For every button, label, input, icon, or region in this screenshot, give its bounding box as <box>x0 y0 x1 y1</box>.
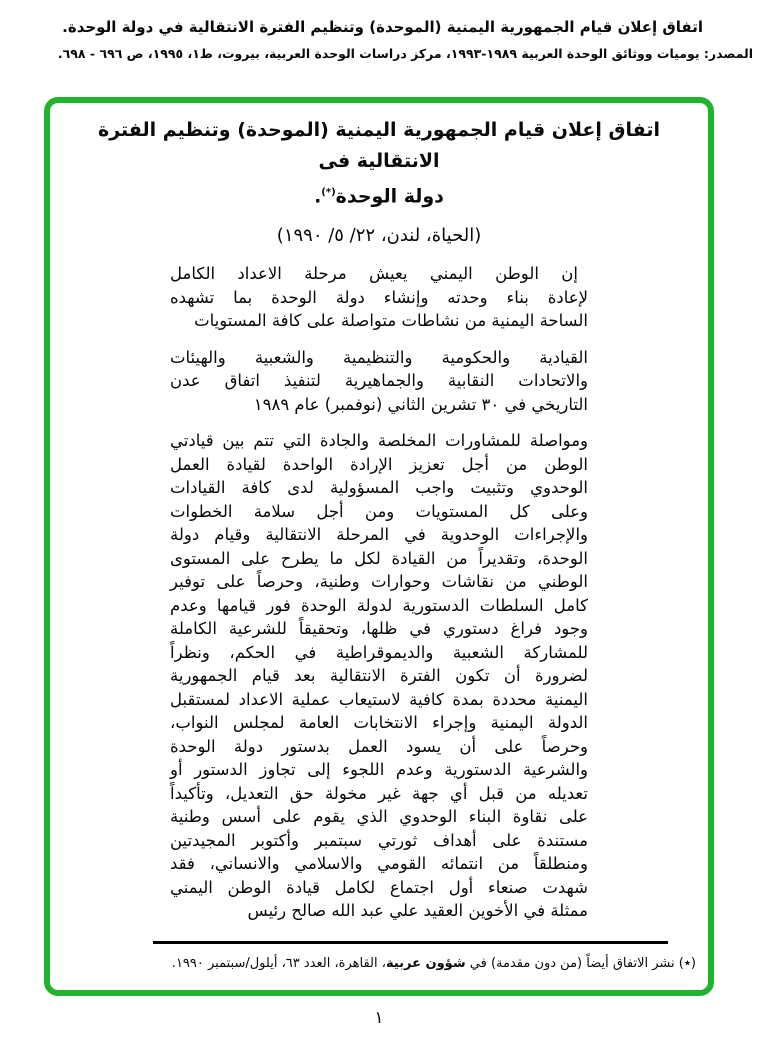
document-title-line1: اتفاق إعلان قيام الجمهورية اليمنية (الموحدة) وتنظيم الفترة الانتقالية فى <box>98 119 660 172</box>
body-line: الوطني من نقاشات وحوارات وطنية، وحرصاً على توفير <box>170 572 588 592</box>
document-title <box>50 115 708 212</box>
footnote-journal-name: شؤون عربية <box>385 956 466 971</box>
footnote-text-pre: (٭) نشر الاتفاق أيضاً (من دون مقدمة) في <box>465 956 696 971</box>
body-line: التاريخي في ٣٠ تشرين الثاني (نوفمبر) عام ١٩٨٩ <box>253 394 588 414</box>
body-line: وعلى كل المستويات ومن أجل سلامة الخطوات <box>170 501 588 521</box>
body-line: وجود فراغ دستوري في ظلها، وتحقيقاً للشرعية الكاملة <box>170 619 588 639</box>
document-title-line2 <box>64 177 694 212</box>
body-line: ومنطلقاً من انتمائه القومي والاسلامي والانساني، فقد <box>170 854 588 874</box>
body-line: والاتحادات النقابية والجماهيرية لتنفيذ اتفاق عدن <box>170 371 588 391</box>
body-line: للمشاركة الشعبية والديموقراطية في الحكم، ونظراً <box>170 642 588 662</box>
document-body <box>170 262 588 923</box>
body-line: ومواصلة للمشاورات المخلصة والجادة التي تتم بين قيادتي <box>170 431 588 451</box>
paragraph <box>170 429 588 923</box>
body-line: لإعادة بناء وحدته وإنشاء دولة الوحدة بما تشهده <box>170 287 588 307</box>
document-title-line2-text: دولة الوحدة <box>335 185 444 208</box>
paragraph <box>170 346 588 417</box>
body-line: الوطن من أجل تعزيز الإرادة الواحدة لقيادة العمل <box>170 454 588 474</box>
footnote <box>64 955 696 973</box>
body-line: والإجراءات الوحدوية في المرحلة الانتقالية وقيام دولة <box>170 525 588 545</box>
body-line: الوحدوي وتثبيت واجب المسؤولية لدى كافة القيادات <box>170 478 588 498</box>
header-title: اتفاق إعلان قيام الجمهورية اليمنية (الموحدة) وتنظيم الفترة الانتقالية في دولة الوحدة. <box>62 18 703 36</box>
body-line: مستندة على أهداف ثورتي سبتمبر وأكتوبر المجيدتين <box>170 830 588 850</box>
body-line: والشرعية الدستورية وعدم اللجوء إلى تجاوز الدستور أو <box>170 760 588 780</box>
header-source-line: المصدر: يوميات ووثائق الوحدة العربية ١٩٨٩-١٩٩٣، مركز دراسات الوحدة العربية، بيروت، ط١، ١٩٩٥، ص ٦٩٦ - ٦٩٨. <box>57 46 753 61</box>
body-line: الدولة اليمنية وإجراء الانتخابات العامة لمجلس النواب، <box>170 713 588 733</box>
body-line: وحرصاً على أن يسود العمل بدستور دولة الوحدة <box>170 736 588 756</box>
body-line: إن الوطن اليمني يعيش مرحلة الاعداد الكامل <box>170 264 578 284</box>
title-footnote-marker: (*) <box>321 187 336 198</box>
footnote-text-post: ، القاهرة، العدد ٦٣، أيلول/سبتمبر ١٩٩٠. <box>171 956 386 971</box>
page-header <box>5 18 753 62</box>
document-title-period: . <box>314 185 322 208</box>
page-number: ١ <box>374 1008 384 1028</box>
body-line: الوحدة، وتقديراً من القيادة لكل ما يطرح على المستوى <box>170 548 588 568</box>
body-line: الساحة اليمنية من نشاطات متواصلة على كافة المستويات <box>194 311 588 331</box>
document-frame <box>44 97 714 996</box>
body-line: شهدت صنعاء أول اجتماع لكامل قيادة الوطن اليمني <box>170 877 588 897</box>
paragraph <box>170 262 588 333</box>
body-line: لضرورة أن تكون الفترة الانتقالية بعد قيام الجمهورية <box>170 666 588 686</box>
body-line: تعديله من قبل أي جهة غير مخولة حق التعديل، وتأكيداً <box>170 783 588 803</box>
footnote-separator <box>153 941 668 944</box>
body-line: كامل السلطات الدستورية لدولة الوحدة فور قيامها وعدم <box>170 595 588 615</box>
body-line: القيادية والحكومية والتنظيمية والشعبية والهيئات <box>170 347 588 367</box>
body-line: اليمنية محددة بمدة كافية لاستيعاب عملية الاعداد لمستقبل <box>170 689 588 709</box>
body-line: ممثلة في الأخوين العقيد علي عبد الله صالح رئيس <box>247 901 588 921</box>
dateline: (الحياة، لندن، ٢٢/ ٥/ ١٩٩٠) <box>276 225 482 247</box>
body-line: على نقاوة البناء الوحدوي الذي يقوم على أسس وطنية <box>170 807 588 827</box>
